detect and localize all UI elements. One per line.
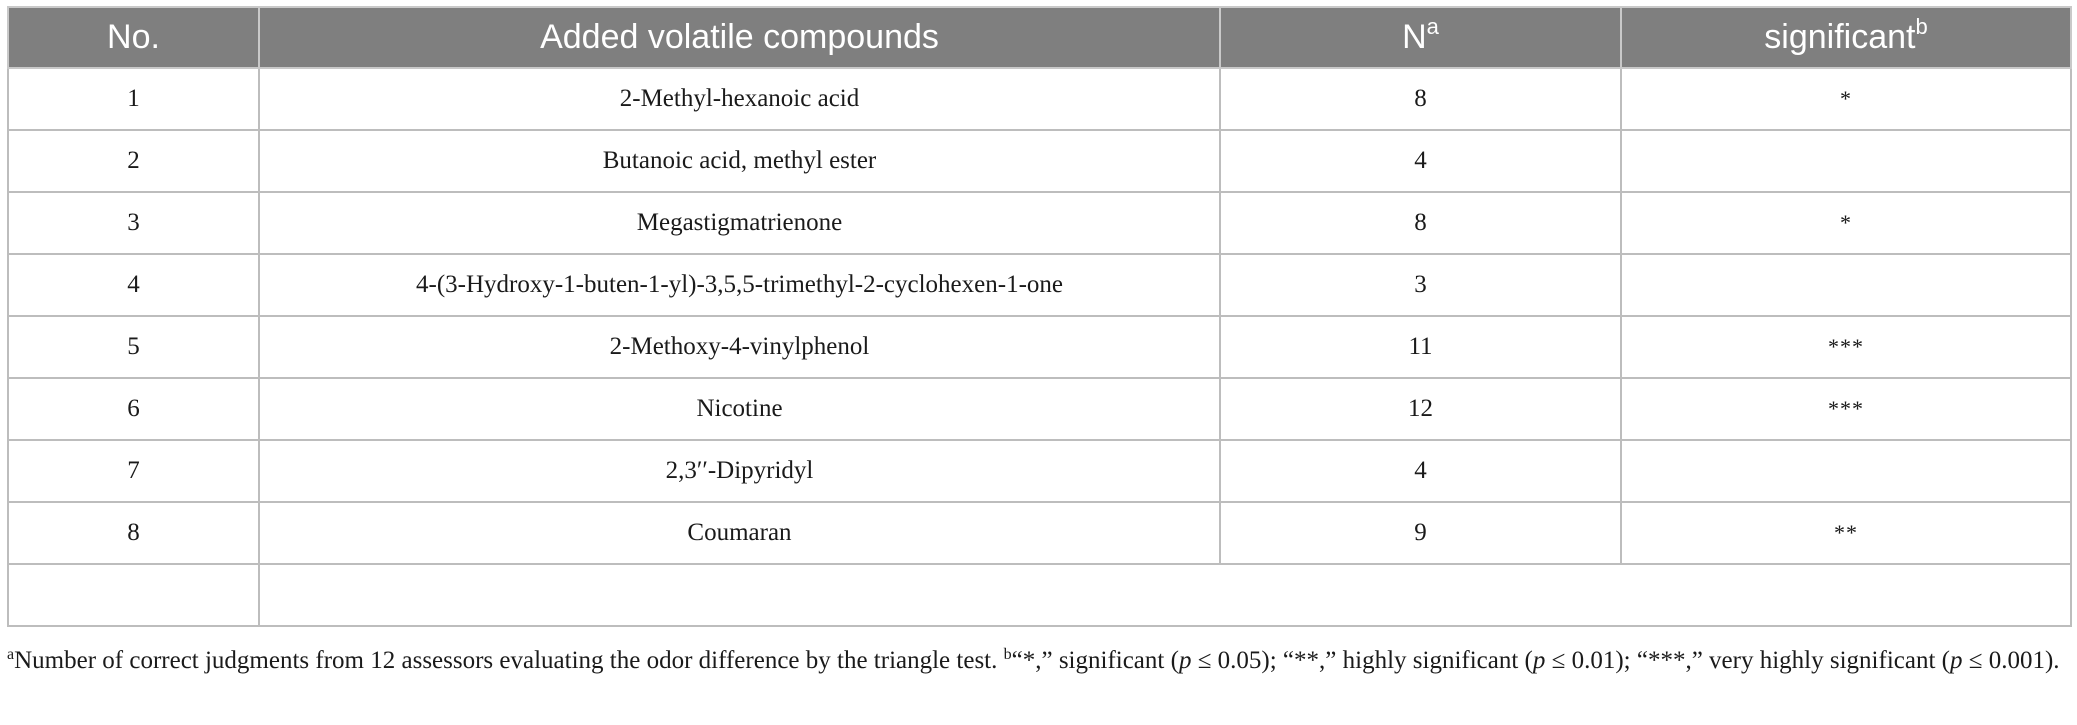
header-significant-footnote-mark: b — [1915, 14, 1928, 39]
footnote-p-symbol: p — [1178, 647, 1192, 674]
cell-compound: 2-Methoxy-4-vinylphenol — [259, 316, 1220, 378]
footnote-b-text-3: ≤ 0.01); “***,” very highly significant ( — [1545, 647, 1950, 674]
footnote-a-mark: a — [7, 646, 15, 663]
header-n — [1220, 7, 1621, 68]
cell-n: 8 — [1220, 192, 1621, 254]
cell-n: 4 — [1220, 130, 1621, 192]
cell-significance — [1621, 130, 2071, 192]
footnote-b-mark: b — [1003, 646, 1012, 663]
cell-no: 8 — [8, 502, 259, 564]
footnote-p-symbol: p — [1949, 647, 1963, 674]
cell-significance — [1621, 440, 2071, 502]
table-body — [8, 68, 2071, 626]
cell-compound: 2-Methyl-hexanoic acid — [259, 68, 1220, 130]
cell-n: 8 — [1220, 68, 1621, 130]
table-footnote — [7, 645, 2070, 677]
header-compound-label: Added volatile compounds — [540, 18, 939, 56]
results-table-container — [7, 6, 2070, 627]
cell-significance: ** — [1621, 502, 2071, 564]
footnote-b-text-2: ≤ 0.05); “**,” highly significant ( — [1191, 647, 1533, 674]
header-n-footnote-mark: a — [1426, 14, 1439, 39]
cell-compound: 4-(3-Hydroxy-1-buten-1-yl)-3,5,5-trimethyl-2-cyclohexen-1-one — [259, 254, 1220, 316]
table-row — [8, 502, 2071, 564]
table-row — [8, 316, 2071, 378]
cell-n: 11 — [1220, 316, 1621, 378]
table-row — [8, 254, 2071, 316]
footnote-p-symbol: p — [1532, 647, 1546, 674]
table-row — [8, 130, 2071, 192]
table-row-empty — [8, 564, 2071, 626]
header-no-label: No. — [107, 18, 160, 56]
header-significant — [1621, 7, 2071, 68]
cell-no: 4 — [8, 254, 259, 316]
cell-compound: Coumaran — [259, 502, 1220, 564]
cell-compound: Butanoic acid, methyl ester — [259, 130, 1220, 192]
header-n-label: N — [1402, 18, 1427, 56]
table-row — [8, 440, 2071, 502]
cell-no: 5 — [8, 316, 259, 378]
table-row — [8, 378, 2071, 440]
header-no — [8, 7, 259, 68]
cell-significance: *** — [1621, 316, 2071, 378]
cell-no — [8, 564, 259, 626]
cell-significance — [1621, 254, 2071, 316]
cell-no: 6 — [8, 378, 259, 440]
cell-significance: * — [1621, 192, 2071, 254]
cell-n: 4 — [1220, 440, 1621, 502]
cell-no: 2 — [8, 130, 259, 192]
footnote-a-text: Number of correct judgments from 12 assessors evaluating the odor difference by the triangle test. — [14, 647, 1004, 674]
footnote-b-text-1: “*,” significant ( — [1011, 647, 1179, 674]
cell-compound: 2,3′′-Dipyridyl — [259, 440, 1220, 502]
header-row — [8, 7, 2071, 68]
cell-significance: *** — [1621, 378, 2071, 440]
table-header — [8, 7, 2071, 68]
header-compound — [259, 7, 1220, 68]
cell-n: 12 — [1220, 378, 1621, 440]
cell-n: 3 — [1220, 254, 1621, 316]
cell-no: 1 — [8, 68, 259, 130]
cell-n: 9 — [1220, 502, 1621, 564]
table-row — [8, 68, 2071, 130]
volatile-compounds-table — [7, 6, 2072, 627]
cell-no: 3 — [8, 192, 259, 254]
footnote-b-text-4: ≤ 0.001). — [1962, 647, 2060, 674]
cell-compound: Megastigmatrienone — [259, 192, 1220, 254]
header-significant-label: significant — [1764, 18, 1916, 56]
cell-significance: * — [1621, 68, 2071, 130]
cell-compound — [259, 564, 2071, 626]
cell-no: 7 — [8, 440, 259, 502]
table-row — [8, 192, 2071, 254]
cell-compound: Nicotine — [259, 378, 1220, 440]
